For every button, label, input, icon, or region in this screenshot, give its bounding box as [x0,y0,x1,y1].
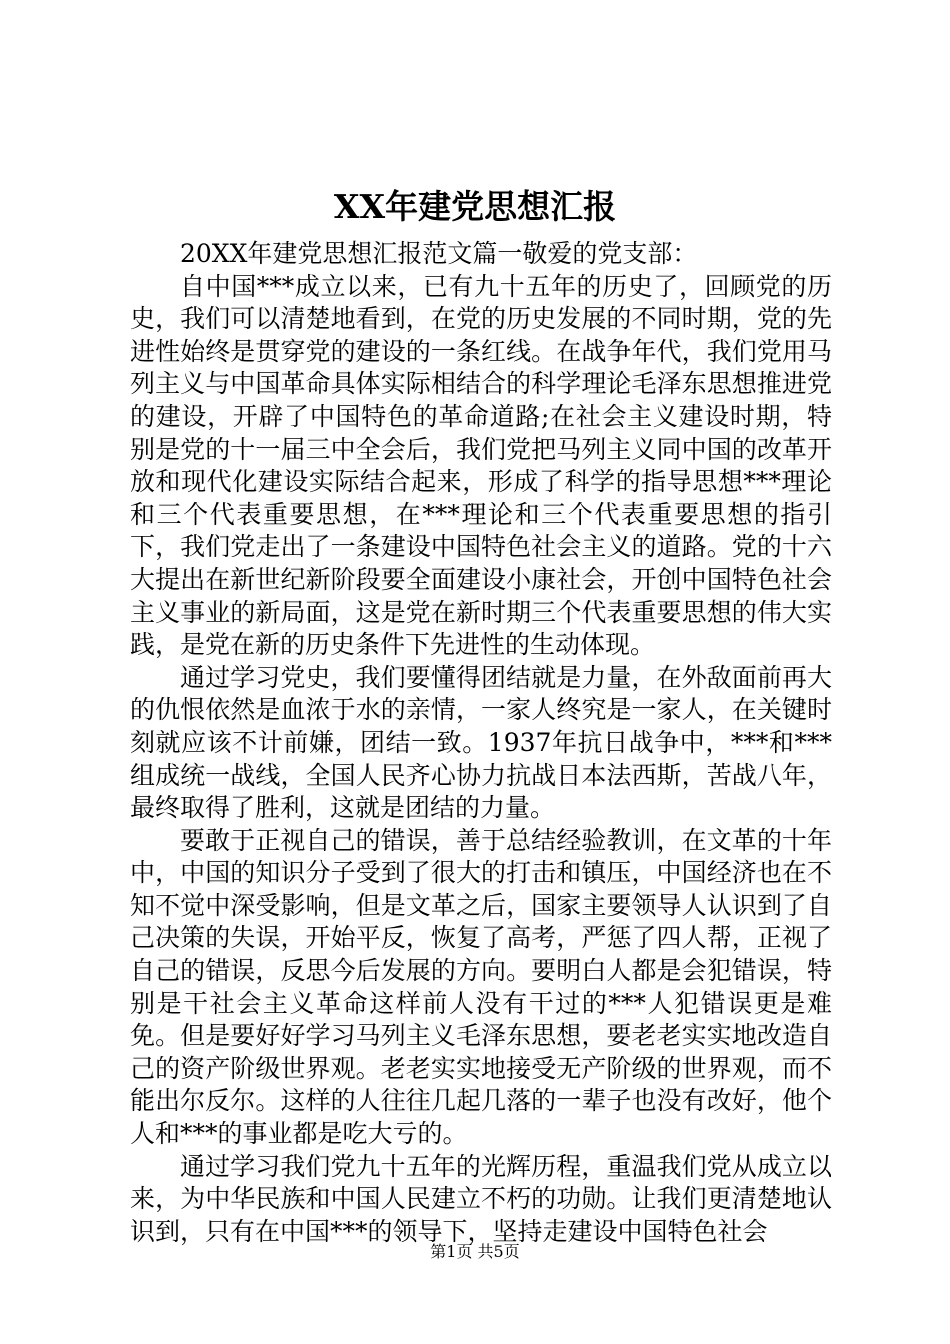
paragraph: 要敢于正视自己的错误，善于总结经验教训，在文革的十年中，中国的知识分子受到了很大的打击和镇压，中国经济也在不知不觉中深受影响，但是文革之后，国家主要领导人认识到了自己决策的失误，开始平反，恢复了高考，严惩了四人帮，正视了自己的错误，反思今后发展的方向。要明白人都是会犯错误，特别是干社会主义革命这样前人没有干过的***人犯错误更是难免。但是要好好学习马列主义毛泽东思想，要老老实实地改造自己的资产阶级世界观。老老实实地接受无产阶级的世界观，而不能出尔反尔。这样的人往往几起几落的一辈子也没有改好，他个人和***的事业都是吃大亏的。 [130,825,832,1149]
page-footer: 第1页 共5页 [430,1242,520,1261]
document-title: XX年建党思想汇报 [333,187,617,226]
paragraph: 通过学习党史，我们要懂得团结就是力量，在外敌面前再大的仇恨依然是血浓于水的亲情，一家人终究是一家人，在关键时刻就应该不计前嫌，团结一致。1937年抗日战争中，***和***组成统一战线，全国人民齐心协力抗战日本法西斯，苦战八年，最终取得了胜利，这就是团结的力量。 [130,662,832,823]
paragraph-salutation: 20XX年建党思想汇报范文篇一敬爱的党支部： [180,239,698,268]
document-body [130,238,832,1248]
paragraph: 通过学习我们党九十五年的光辉历程，重温我们党从成立以来，为中华民族和中国人民建立不朽的功勋。让我们更清楚地认识到，只有在中国***的领导下，坚持走建设中国特色社会 [130,1151,832,1246]
paragraph: 自中国***成立以来，已有九十五年的历史了，回顾党的历史，我们可以清楚地看到，在党的历史发展的不同时期，党的先进性始终是贯穿党的建设的一条红线。在战争年代，我们党用马列主义与中国革命具体实际相结合的科学理论毛泽东思想推进党的建设，开辟了中国特色的革命道路;在社会主义建设时期，特别是党的十一届三中全会后，我们党把马列主义同中国的改革开放和现代化建设实际结合起来，形成了科学的指导思想***理论和三个代表重要思想，在***理论和三个代表重要思想的指引下，我们党走出了一条建设中国特色社会主义的道路。党的十六大提出在新世纪新阶段要全面建设小康社会，开创中国特色社会主义事业的新局面，这是党在新时期三个代表重要思想的伟大实践，是党在新的历史条件下先进性的生动体现。 [130,271,832,660]
